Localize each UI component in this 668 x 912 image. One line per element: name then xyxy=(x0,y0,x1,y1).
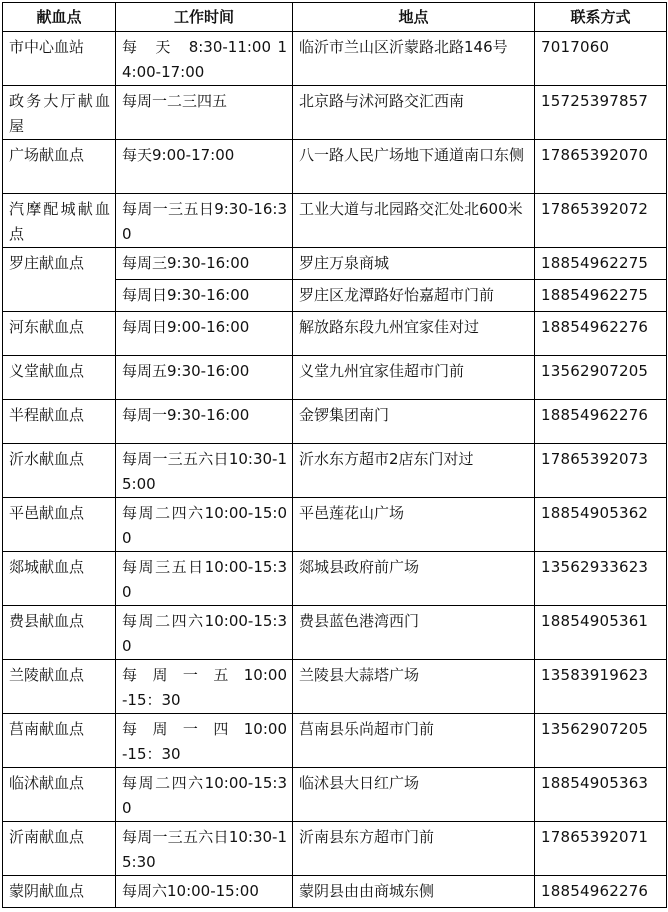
table-row xyxy=(3,498,667,552)
table-row xyxy=(3,86,667,140)
table-row xyxy=(3,552,667,606)
table-row xyxy=(3,606,667,660)
site-name: 沂水献血点 xyxy=(3,444,116,498)
table-row xyxy=(3,876,667,908)
contact-phone: 18854962275 xyxy=(535,280,667,312)
location: 工业大道与北园路交汇处北600米 xyxy=(293,194,535,248)
table-row xyxy=(3,32,667,86)
working-hours: 每周二四六10:00-15:30 xyxy=(116,768,293,822)
contact-phone: 17865392073 xyxy=(535,444,667,498)
header-contact: 联系方式 xyxy=(535,3,667,32)
location: 兰陵县大蒜塔广场 xyxy=(293,660,535,714)
site-name: 兰陵献血点 xyxy=(3,660,116,714)
table-row xyxy=(3,356,667,400)
header-site: 献血点 xyxy=(3,3,116,32)
working-hours: 每周三9:30-16:00 xyxy=(116,248,293,280)
site-name: 罗庄献血点 xyxy=(3,248,116,312)
table-row xyxy=(3,312,667,356)
contact-phone: 18854905362 xyxy=(535,498,667,552)
working-hours: 每周五9:30-16:00 xyxy=(116,356,293,400)
location: 临沭县大日红广场 xyxy=(293,768,535,822)
contact-phone: 18854962275 xyxy=(535,248,667,280)
location: 沂水东方超市2店东门对过 xyxy=(293,444,535,498)
location: 北京路与沭河路交汇西南 xyxy=(293,86,535,140)
site-name: 郯城献血点 xyxy=(3,552,116,606)
contact-phone: 18854962276 xyxy=(535,876,667,908)
site-name: 广场献血点 xyxy=(3,140,116,194)
header-row xyxy=(3,3,667,32)
contact-phone: 13562907205 xyxy=(535,714,667,768)
working-hours: 每周一9:30-16:00 xyxy=(116,400,293,444)
header-location: 地点 xyxy=(293,3,535,32)
table-row xyxy=(3,822,667,876)
location: 罗庄区龙潭路好怡嘉超市门前 xyxy=(293,280,535,312)
site-name: 平邑献血点 xyxy=(3,498,116,552)
working-hours: 每周一二三四五 xyxy=(116,86,293,140)
location: 蒙阴县由由商城东侧 xyxy=(293,876,535,908)
site-name: 半程献血点 xyxy=(3,400,116,444)
location: 金锣集团南门 xyxy=(293,400,535,444)
location: 罗庄万泉商城 xyxy=(293,248,535,280)
table-row xyxy=(3,194,667,248)
contact-phone: 18854905363 xyxy=(535,768,667,822)
working-hours: 每周六10:00-15:00 xyxy=(116,876,293,908)
location: 义堂九州宜家佳超市门前 xyxy=(293,356,535,400)
working-hours: 每周二四六10:00-15:00 xyxy=(116,498,293,552)
table-row xyxy=(3,660,667,714)
working-hours: 每周日9:00-16:00 xyxy=(116,312,293,356)
contact-phone: 13562933623 xyxy=(535,552,667,606)
site-name: 临沭献血点 xyxy=(3,768,116,822)
location: 郯城县政府前广场 xyxy=(293,552,535,606)
working-hours: 每周日9:30-16:00 xyxy=(116,280,293,312)
location: 八一路人民广场地下通道南口东侧 xyxy=(293,140,535,194)
site-name: 莒南献血点 xyxy=(3,714,116,768)
site-name: 政务大厅献血屋 xyxy=(3,86,116,140)
working-hours: 每周三五日10:00-15:30 xyxy=(116,552,293,606)
working-hours: 每周一三五日9:30-16:30 xyxy=(116,194,293,248)
working-hours: 每周一三五六日10:30-15:00 xyxy=(116,444,293,498)
contact-phone: 17865392071 xyxy=(535,822,667,876)
table-row xyxy=(3,140,667,194)
contact-phone: 18854962276 xyxy=(535,400,667,444)
contact-phone: 18854962276 xyxy=(535,312,667,356)
contact-phone: 17865392070 xyxy=(535,140,667,194)
location: 平邑莲花山广场 xyxy=(293,498,535,552)
contact-phone: 13583919623 xyxy=(535,660,667,714)
blood-donation-sites-table xyxy=(2,2,667,908)
site-name: 蒙阴献血点 xyxy=(3,876,116,908)
working-hours: 每周一三五六日10:30-15:30 xyxy=(116,822,293,876)
site-name: 汽摩配城献血点 xyxy=(3,194,116,248)
table-row xyxy=(3,248,667,280)
contact-phone: 18854905361 xyxy=(535,606,667,660)
table-row xyxy=(3,400,667,444)
table-row xyxy=(3,714,667,768)
site-name: 义堂献血点 xyxy=(3,356,116,400)
working-hours: 每 天 8:30-11:00 14:00-17:00 xyxy=(116,32,293,86)
contact-phone: 17865392072 xyxy=(535,194,667,248)
contact-phone: 7017060 xyxy=(535,32,667,86)
contact-phone: 13562907205 xyxy=(535,356,667,400)
location: 沂南县东方超市门前 xyxy=(293,822,535,876)
site-name: 费县献血点 xyxy=(3,606,116,660)
location: 临沂市兰山区沂蒙路北路146号 xyxy=(293,32,535,86)
working-hours: 每周二四六10:00-15:30 xyxy=(116,606,293,660)
location: 费县蓝色港湾西门 xyxy=(293,606,535,660)
working-hours: 每 周 一 四 10:00-15：30 xyxy=(116,714,293,768)
site-name: 河东献血点 xyxy=(3,312,116,356)
header-hours: 工作时间 xyxy=(116,3,293,32)
site-name: 沂南献血点 xyxy=(3,822,116,876)
table-row xyxy=(3,444,667,498)
table-row xyxy=(3,768,667,822)
location: 莒南县乐尚超市门前 xyxy=(293,714,535,768)
location: 解放路东段九州宜家佳对过 xyxy=(293,312,535,356)
working-hours: 每天9:00-17:00 xyxy=(116,140,293,194)
site-name: 市中心血站 xyxy=(3,32,116,86)
contact-phone: 15725397857 xyxy=(535,86,667,140)
working-hours: 每 周 一 五 10:00-15：30 xyxy=(116,660,293,714)
